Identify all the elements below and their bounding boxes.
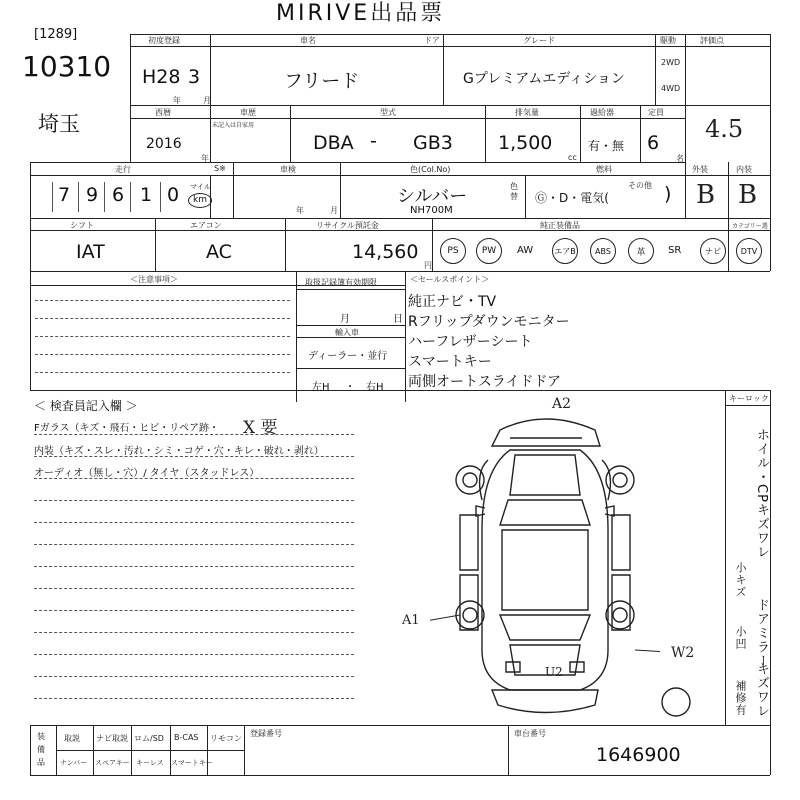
record-left: 左H xyxy=(312,382,330,393)
ref-number: [1289] xyxy=(34,27,78,42)
recycle-label: リサイクル預託金 xyxy=(316,221,379,230)
fuel-value: Ⓖ・D・電気( xyxy=(535,191,609,205)
score-label: 評価点 xyxy=(700,36,724,45)
model-code: GB3 xyxy=(413,132,453,154)
side-note: ホイル・CPキズワレ xyxy=(754,428,769,559)
model-label: 型式 xyxy=(380,108,396,117)
registration-no-label: 登録番号 xyxy=(250,729,282,738)
mile-unit: マイル xyxy=(190,183,211,191)
record-dot: ・ xyxy=(345,382,355,393)
record-right: 右H xyxy=(366,382,384,393)
equip-navi: ナビ xyxy=(700,238,726,264)
km-unit: km xyxy=(193,195,207,205)
damage-mark-a2: A2 xyxy=(552,396,572,412)
footer-navi-kit: ナビ取説 xyxy=(96,734,128,743)
footer-shuri: 取説 xyxy=(64,734,80,743)
displacement-value: 1,500 xyxy=(498,132,553,154)
fuel-close: ) xyxy=(664,183,672,205)
interior-grade: B xyxy=(738,180,758,210)
drive-4wd: 4WD xyxy=(661,84,681,93)
sales-point: スマートキー xyxy=(408,354,492,370)
model-dash: - xyxy=(370,130,377,152)
record-month: 月 xyxy=(340,314,350,325)
turbo-value: 有・無 xyxy=(588,139,625,153)
record-day: 日 xyxy=(393,314,403,325)
footer-kinds: 装備品 xyxy=(37,732,45,767)
repaint-label: 色替 xyxy=(510,182,518,201)
model-prefix: DBA xyxy=(313,132,354,154)
grade-value: Gプレミアムエディション xyxy=(463,71,625,87)
region: 埼玉 xyxy=(38,112,80,136)
footer-smart-key: スマートキー xyxy=(171,759,213,767)
footer-keyless: キーレス xyxy=(136,759,164,767)
genuine-eq-label: 純正装備品 xyxy=(540,221,580,230)
footer-bcas: B-CAS xyxy=(174,733,199,742)
reg-era: H28 xyxy=(142,66,181,88)
inspection-line: オーディオ（無し・穴）/ タイヤ（スタッドレス） xyxy=(34,468,260,479)
sales-points-label: ＜セールスポイント＞ xyxy=(410,275,490,284)
chassis-no: 1646900 xyxy=(596,744,681,766)
keylock-label: キーロック xyxy=(729,394,769,403)
side-note: ドアミラー xyxy=(754,598,769,668)
mileage-digit: 1 xyxy=(140,184,153,206)
color-no: NH700M xyxy=(410,205,453,216)
score-value: 4.5 xyxy=(705,115,744,143)
equip-leather: 革 xyxy=(628,238,654,264)
month-unit: 月 xyxy=(203,96,211,105)
year-unit: 年 xyxy=(173,96,181,105)
equip-ps: PS xyxy=(440,238,466,264)
equip-sr: SR xyxy=(668,245,682,256)
capacity-value: 6 xyxy=(647,132,660,154)
record-expiry-label: 取扱記録簿有効期限 xyxy=(305,278,377,287)
car-name: フリード xyxy=(284,70,360,92)
aircon-label: エアコン xyxy=(190,221,222,230)
equip-airbag: エアB xyxy=(552,238,578,264)
equip-dtv: DTV xyxy=(736,238,762,264)
footer-spare-key: スペアキー xyxy=(95,759,130,767)
mileage-digit: 9 xyxy=(86,184,99,206)
model-year-sub: 未記入は自家用 xyxy=(212,122,255,129)
color-value: シルバー xyxy=(397,186,468,207)
shift-label: シフト xyxy=(70,221,94,230)
person-unit: 名 xyxy=(676,154,684,163)
mileage-digit: 0 xyxy=(167,184,180,206)
exterior-grade: B xyxy=(696,180,716,210)
seireki-label: 西暦 xyxy=(155,108,171,117)
color-label: 色(Col.No) xyxy=(410,165,451,174)
capacity-label: 定員 xyxy=(648,108,664,117)
record-dealer: ディーラー・並行 xyxy=(308,351,388,362)
mileage-digit: 7 xyxy=(58,184,71,206)
recycle-value: 14,560 xyxy=(352,241,419,263)
footer-remote: リモコン xyxy=(210,734,242,743)
door-label: ドア xyxy=(424,36,440,45)
damage-mark-u2: U2 xyxy=(545,665,563,679)
s-mark-label: S※ xyxy=(214,164,226,173)
sales-point: ハーフレザーシート xyxy=(408,334,533,350)
year-value: 2016 xyxy=(146,136,182,152)
insp-year-unit: 年 xyxy=(296,206,304,215)
equip-abs: ABS xyxy=(590,238,616,264)
inspector-label: ＜ 検査員記入欄 ＞ xyxy=(34,399,138,413)
exterior-label: 外装 xyxy=(692,165,708,174)
spare-tire-icon xyxy=(660,686,692,718)
km-circled xyxy=(188,193,212,208)
year-unit-2: 年 xyxy=(201,154,209,163)
insp-month-unit: 月 xyxy=(330,206,338,215)
interior-label: 内装 xyxy=(736,165,752,174)
mileage-label: 走行 xyxy=(115,165,131,174)
fuel-other-label: その他 xyxy=(628,181,652,190)
category-label: カテゴリー選 xyxy=(732,223,768,230)
lot-number: 10310 xyxy=(22,50,112,83)
footer-rom: ロム/SD xyxy=(134,734,164,743)
notes-label: ＜注意事項＞ xyxy=(130,275,178,284)
cc-unit: cc xyxy=(568,153,577,162)
model-year-label: 車歴 xyxy=(240,108,256,117)
damage-mark-a1: A1 xyxy=(402,613,420,628)
grade-label: グレード xyxy=(523,36,555,45)
drive-2wd: 2WD xyxy=(661,58,681,67)
drive-label: 駆動 xyxy=(660,36,676,45)
displacement-label: 排気量 xyxy=(515,108,539,117)
equip-pw: PW xyxy=(476,238,502,264)
first-reg-label: 初度登録 xyxy=(148,36,180,45)
equip-aw: AW xyxy=(517,245,534,256)
car-name-label: 車名 xyxy=(300,36,316,45)
sales-point: 両側オートスライドドア xyxy=(408,374,562,390)
aircon-value: AC xyxy=(206,241,232,263)
shift-value: IAT xyxy=(76,241,105,263)
sales-point: Rフリップダウンモニター xyxy=(408,314,570,330)
reg-month: 3 xyxy=(188,66,201,88)
import-car-label: 輸入車 xyxy=(335,328,359,337)
yen-unit: 円 xyxy=(424,261,432,270)
side-note: 小凹 xyxy=(734,626,747,650)
inspection-line: 内装（キズ・スレ・汚れ・シミ・コゲ・穴・キレ・破れ・剥れ） xyxy=(34,446,324,457)
inspection-mark: X 要 xyxy=(243,418,278,438)
sales-point: 純正ナビ・TV xyxy=(408,294,497,310)
chassis-no-label: 車台番号 xyxy=(514,729,546,738)
side-note: キズワレ xyxy=(754,662,769,718)
damage-mark-w2: W2 xyxy=(671,645,695,661)
fuel-label: 燃料 xyxy=(596,165,612,174)
mileage-digit: 6 xyxy=(112,184,125,206)
form-title: MIRIVE出品票 xyxy=(276,1,446,26)
turbo-label: 過給器 xyxy=(590,108,614,117)
side-note: 小キズ xyxy=(734,562,747,598)
side-note: 補修有 xyxy=(734,680,747,716)
inspection-line: Fガラス（キズ・飛石・ヒビ・リペア跡・ xyxy=(34,423,220,434)
inspection-label: 車検 xyxy=(280,165,296,174)
footer-number: ナンバー xyxy=(60,759,88,767)
